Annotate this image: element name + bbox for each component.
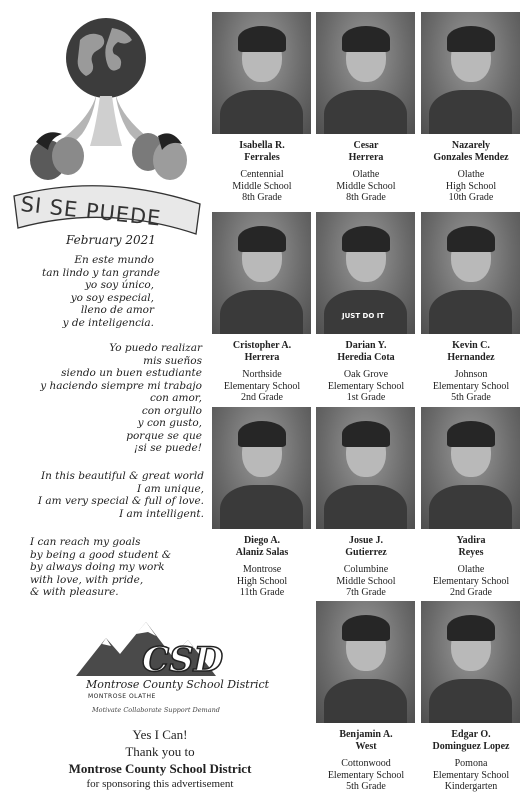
student-name: Diego A. <box>243 535 281 546</box>
student-school <box>416 564 525 599</box>
poem-english-stanza-1: In this beautiful & great world I am unique, I am very special & full of love. I am intelligent. <box>37 470 204 520</box>
poem-english-stanza-2: I can reach my goals by being a good student & by always doing my work with love, with pride, & with pleasure. <box>30 536 172 598</box>
student-photo <box>316 212 415 334</box>
school-line: 5th Grade <box>451 392 491 403</box>
student-caption <box>311 140 421 204</box>
student-surname: Ferrales <box>244 151 280 163</box>
school-line: Oak Grove <box>343 369 389 380</box>
footer-sponsor: Montrose County School District <box>68 761 252 776</box>
student-surname: Reyes <box>458 546 484 558</box>
student-caption <box>416 340 525 404</box>
school-line: Olathe <box>457 169 485 180</box>
student-photo <box>421 407 520 529</box>
school-line: Elementary School <box>432 769 510 781</box>
student-caption <box>416 729 525 793</box>
student-school <box>311 564 421 599</box>
student-photo <box>316 407 415 529</box>
student-name: Benjamin A. <box>339 729 393 740</box>
student-photo <box>316 12 415 134</box>
student-school <box>207 564 317 599</box>
school-line: Montrose <box>242 564 282 575</box>
student-caption <box>416 140 525 204</box>
school-line: Centennial <box>240 169 284 180</box>
student-photo <box>212 407 311 529</box>
school-line: Cottonwood <box>341 758 391 769</box>
school-line: Elementary School <box>432 380 510 392</box>
student-name: Josue J. <box>349 535 383 546</box>
student-name: Kevin C. <box>452 340 490 351</box>
student-school <box>416 758 525 793</box>
student-photo <box>212 212 311 334</box>
school-line: Elementary School <box>327 769 405 781</box>
school-line: 10th Grade <box>448 192 494 203</box>
student-name: Nazarely <box>451 140 491 151</box>
school-line: Middle School <box>232 180 292 192</box>
school-line: 7th Grade <box>346 587 386 598</box>
student-name: Cesar <box>353 140 379 151</box>
student-photo <box>316 601 415 723</box>
school-line: Olathe <box>352 169 380 180</box>
logo-towns: MONTROSE OLATHE <box>88 693 156 700</box>
student-school <box>311 758 421 793</box>
school-line: 5th Grade <box>346 781 386 792</box>
student-surname: West <box>355 740 377 752</box>
student-caption <box>311 535 421 599</box>
date-line: February 2021 <box>66 233 156 247</box>
student-caption <box>311 340 421 404</box>
student-surname: Hernandez <box>447 351 495 363</box>
logo-district-name: Montrose County School District <box>86 678 270 691</box>
poem-spanish-stanza-2: Yo puedo realizar mis sueños siendo un buen estudiante y haciendo siempre mi trabajo con amor, con orgullo y con gusto, porque se que ¡si se puede! <box>40 342 202 454</box>
student-name: Isabella R. <box>239 140 285 151</box>
school-line: Middle School <box>336 575 396 587</box>
school-line: 11th Grade <box>239 587 285 598</box>
student-school <box>207 169 317 204</box>
school-line: Pomona <box>454 758 488 769</box>
school-line: Olathe <box>457 564 485 575</box>
student-surname: Dominguez Lopez <box>432 740 510 752</box>
school-line: Middle School <box>336 180 396 192</box>
student-surname: Herrera <box>348 151 384 163</box>
student-caption <box>207 535 317 599</box>
student-surname: Gonzales Mendez <box>433 151 509 163</box>
student-surname: Gutierrez <box>345 546 387 558</box>
student-school <box>207 369 317 404</box>
student-school <box>311 369 421 404</box>
banner-text: SI SE PUEDE <box>19 192 163 231</box>
student-name: Edgar O. <box>451 729 491 740</box>
shirt-text: JUST DO IT <box>342 312 385 320</box>
school-line: Elementary School <box>327 380 405 392</box>
school-line: Columbine <box>343 564 389 575</box>
school-line: Johnson <box>454 369 488 380</box>
student-school <box>311 169 421 204</box>
school-line: High School <box>236 575 288 587</box>
student-caption <box>207 340 317 404</box>
school-line: 8th Grade <box>346 192 386 203</box>
school-line: Elementary School <box>223 380 301 392</box>
student-photo <box>421 212 520 334</box>
student-surname: Herrera <box>244 351 280 363</box>
student-photo <box>421 12 520 134</box>
logo-motto: Motivate Collaborate Support Demand <box>92 706 220 714</box>
student-photo <box>421 601 520 723</box>
footer-thank-you: Thank you to <box>125 744 195 759</box>
student-name: Darian Y. <box>345 340 387 351</box>
school-line: 2nd Grade <box>450 587 492 598</box>
student-school <box>416 169 525 204</box>
school-line: Kindergarten <box>444 781 498 792</box>
school-line: 1st Grade <box>346 392 386 403</box>
footer-yes-i-can: Yes I Can! <box>132 727 188 742</box>
student-name: Cristopher A. <box>232 340 292 351</box>
student-surname: Alaniz Salas <box>235 546 289 558</box>
school-line: 8th Grade <box>242 192 282 203</box>
school-line: Northside <box>242 369 282 380</box>
school-line: 2nd Grade <box>241 392 283 403</box>
footer-note: for sponsoring this advertisement <box>86 778 234 790</box>
poem-spanish-stanza-1: En este mundo tan lindo y tan grande yo soy único, yo soy especial, lleno de amor y de inteligencia. <box>42 254 160 329</box>
student-name: Yadira <box>456 535 486 546</box>
student-caption <box>207 140 317 204</box>
student-school <box>416 369 525 404</box>
school-line: High School <box>445 180 497 192</box>
student-caption <box>311 729 421 793</box>
student-photo <box>212 12 311 134</box>
logo-letters: CSD <box>142 640 224 680</box>
student-surname: Heredia Cota <box>337 351 395 363</box>
student-caption <box>416 535 525 599</box>
school-line: Elementary School <box>432 575 510 587</box>
